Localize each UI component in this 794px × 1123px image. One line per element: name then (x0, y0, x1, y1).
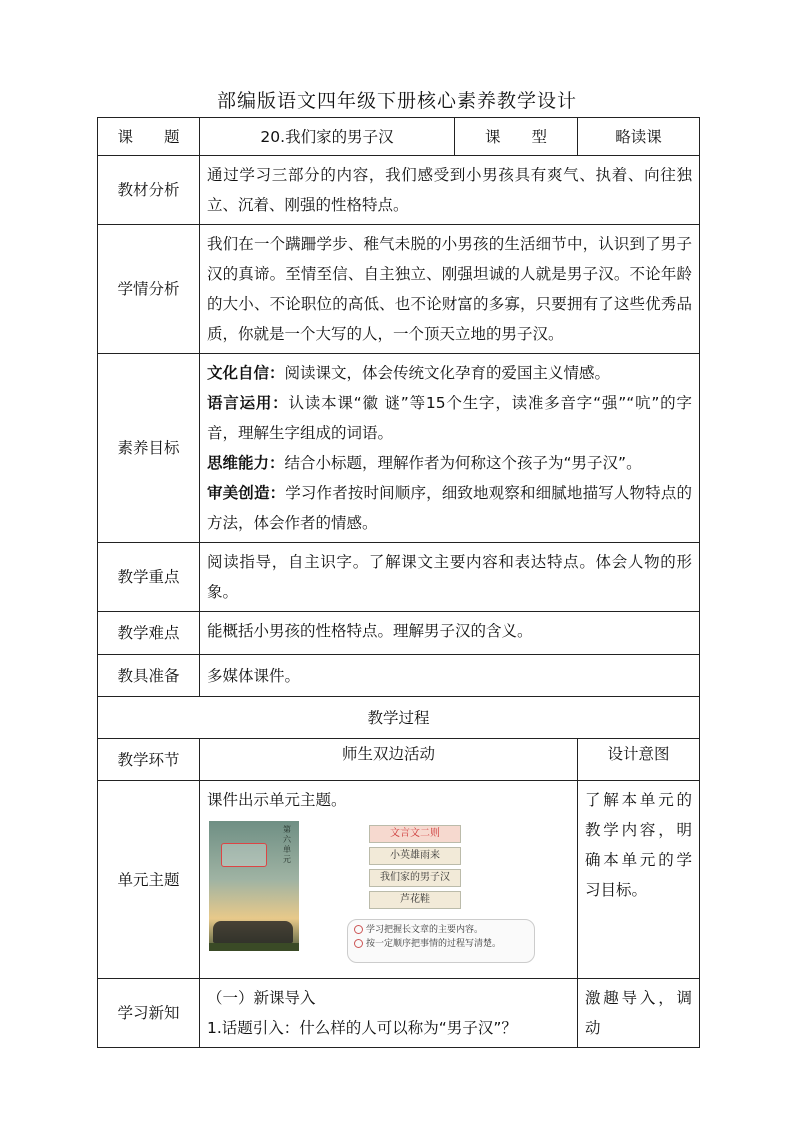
lesson-tag: 我们家的男子汉 (369, 869, 461, 887)
newlesson-label: 学习新知 (98, 979, 200, 1048)
goals-list (200, 354, 700, 543)
type-value: 略读课 (578, 118, 700, 156)
newlesson-sub: （一）新课导入 (207, 989, 316, 1007)
unit-activity-cell (200, 781, 578, 979)
col-stage: 教学环节 (98, 739, 200, 781)
difficulty-text: 能概括小男孩的性格特点。理解男子汉的含义。 (200, 612, 700, 655)
process-heading-row (98, 697, 700, 739)
col-activity: 师生双边活动 (200, 739, 578, 781)
goal-item: 语言运用：认读本课“徽 谜”等15个生字，读准多音字“强”“吭”的字音，理解生字组成的词语。 (207, 394, 692, 442)
newlesson-item: 1.话题引入：什么样的人可以称为“男子汉”？ (207, 1019, 517, 1037)
unit-label: 单元主题 (98, 781, 200, 979)
goal-item: 思维能力：结合小标题，理解作者为何称这个孩子为“男子汉”。 (207, 454, 642, 472)
cover-note-box (221, 843, 267, 867)
goal-item: 文化自信：阅读课文，体会传统文化孕育的爱国主义情感。 (207, 364, 611, 382)
unit-row (98, 781, 700, 979)
lesson-tag: 芦花鞋 (369, 891, 461, 909)
goal-item: 审美创造：学习作者按时间顺序，细致地观察和细腻地描写人物特点的方法，体会作者的情感。 (207, 484, 692, 532)
cover-label: 第六单元 (283, 825, 291, 864)
textbook-text: 通过学习三部分的内容，我们感受到小男孩具有爽气、执着、向往独立、沉着、刚强的性格特点。 (200, 156, 700, 225)
focus-text: 阅读指导，自主识字。了解课文主要内容和表达特点。体会人物的形象。 (200, 543, 700, 612)
textbook-label: 教材分析 (98, 156, 200, 225)
lesson-value: 20.我们家的男子汉 (200, 118, 455, 156)
bullet-icon (354, 925, 363, 934)
header-row (98, 118, 700, 156)
lesson-tag: 小英雄雨来 (369, 847, 461, 865)
children-silhouette (213, 921, 293, 943)
lesson-plan-table (97, 117, 700, 1048)
newlesson-row (98, 979, 700, 1048)
learner-text: 我们在一个蹒跚学步、稚气未脱的小男孩的生活细节中，认识到了男子汉的真谛。至情至信、自主独立、刚强坦诚的人就是男子汉。不论年龄的大小、不论职位的高低、也不论财富的多寡，只要拥有了这些优秀品质，你就是一个大写的人，一个顶天立地的男子汉。 (200, 225, 700, 354)
newlesson-activity (200, 979, 578, 1048)
lesson-label: 课 题 (98, 118, 200, 156)
unit-goal: 学习把握长文章的主要内容。 (354, 923, 528, 937)
goals-label: 素养目标 (98, 354, 200, 543)
learner-row (98, 225, 700, 354)
ground-strip (209, 943, 299, 951)
learner-label: 学情分析 (98, 225, 200, 354)
tools-text: 多媒体课件。 (200, 655, 700, 697)
page-title: 部编版语文四年级下册核心素养教学设计 (216, 90, 577, 112)
tools-row (98, 655, 700, 697)
process-columns-row (98, 739, 700, 781)
bullet-icon (354, 939, 363, 948)
textbook-row (98, 156, 700, 225)
tools-label: 教具准备 (98, 655, 200, 697)
col-intent: 设计意图 (578, 739, 700, 781)
unit-intent: 了解本单元的教学内容，明确本单元的学习目标。 (578, 781, 700, 979)
lesson-tag: 文言文二则 (369, 825, 461, 843)
unit-lesson-list (369, 825, 461, 913)
unit-theme-image (209, 821, 535, 951)
focus-label: 教学重点 (98, 543, 200, 612)
unit-cover-image (209, 821, 299, 951)
type-label: 课 型 (455, 118, 578, 156)
difficulty-label: 教学难点 (98, 612, 200, 655)
difficulty-row (98, 612, 700, 655)
process-heading: 教学过程 (98, 697, 700, 739)
newlesson-intent: 激趣导入，调动 (578, 979, 700, 1048)
unit-activity: 课件出示单元主题。 (207, 791, 347, 809)
goals-row (98, 354, 700, 543)
focus-row (98, 543, 700, 612)
unit-goal: 按一定顺序把事情的过程写清楚。 (354, 937, 528, 951)
unit-goals-box (347, 919, 535, 963)
